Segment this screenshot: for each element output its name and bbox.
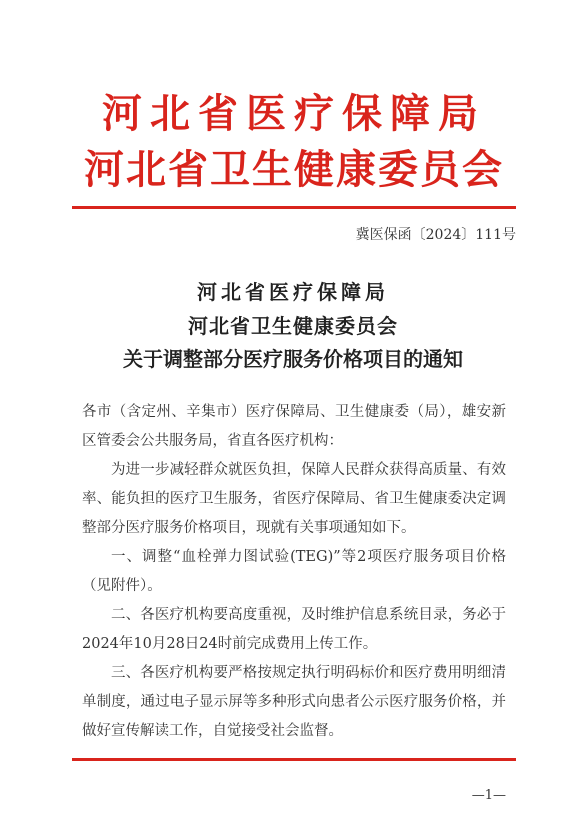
title-line-1: 河北省医疗保障局 — [197, 280, 389, 304]
red-divider-bottom — [72, 758, 516, 761]
body-text — [82, 398, 506, 746]
paragraph-item-2: 二、各医疗机构要高度重视，及时维护信息系统目录，务必于2024年10月28日24时前完成费用上传工作。 — [82, 607, 506, 652]
paragraph-item-3: 三、各医疗机构要严格按规定执行明码标价和医疗费用明细清单制度，通过电子显示屏等多种形式向患者公示医疗服务价格，并做好宣传解读工作，自觉接受社会监督。 — [82, 665, 506, 739]
document-number: 冀医保函〔2024〕111号 — [355, 227, 516, 243]
page-number: —1— — [471, 788, 506, 803]
salutation: 各市（含定州、辛集市）医疗保障局、卫生健康委（局），雄安新区管委会公共服务局，省直各医疗机构： — [82, 404, 506, 449]
issuer-header-line-1: 河北省医疗保障局 — [102, 90, 486, 137]
red-divider-top — [72, 206, 516, 209]
title-line-2: 河北省卫生健康委员会 — [188, 314, 398, 338]
paragraph-item-1: 一、调整“血栓弹力图试验(TEG)”等2项医疗服务项目价格（见附件）。 — [82, 549, 506, 594]
issuer-header-line-2: 河北省卫生健康委员会 — [84, 146, 504, 193]
title-line-3: 关于调整部分医疗服务价格项目的通知 — [123, 347, 463, 371]
paragraph-intro: 为进一步减轻群众就医负担，保障人民群众获得高质量、有效率、能负担的医疗卫生服务，省医疗保障局、省卫生健康委决定调整部分医疗服务价格项目，现就有关事项通知如下。 — [82, 462, 506, 536]
